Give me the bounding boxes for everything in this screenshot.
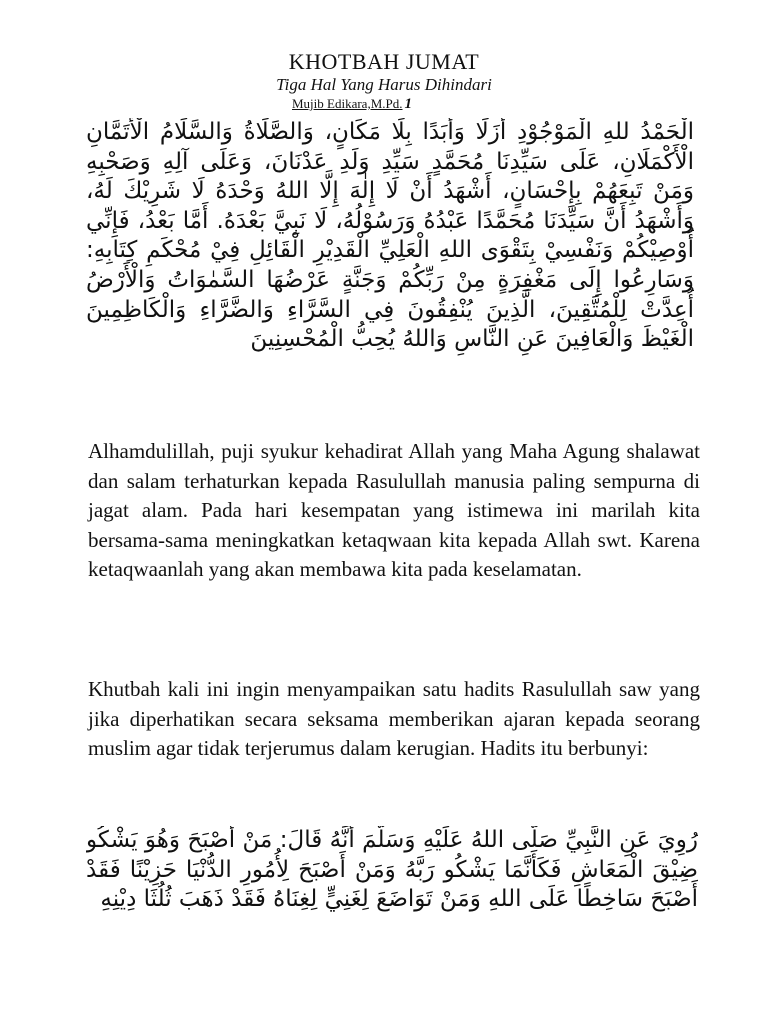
arabic-opening-text: الْحَمْدُ للهِ الْمَوْجُوْدِ أَزَلًا وَأَبَدًا بِلَا مَكَانٍ، وَالصَّلَاةُ وَالسَّلَامُ الْأَتَمَّانِ الْأَكْمَلَانِ، عَلَى سَيِّدِنَا مُحَمَّدٍ سَيِّدِ وَلَدِ عَدْنَانَ، وَعَلَى آلِهِ وَصَحْبِهِ وَمَنْ تَبِعَهُمْ بِإِحْسَانٍ، أَشْهَدُ أَنْ لَا إِلٰهَ إِلَّا اللهُ وَحْدَهُ لَا شَرِيْكَ لَهُ، وَأَشْهَدُ أَنَّ سَيِّدَنَا مُحَمَّدًا عَبْدُهُ وَرَسُوْلُهُ، لَا نَبِيَّ بَعْدَهُ. أَمَّا بَعْدُ، فَإِنِّي أُوْصِيْكُمْ وَنَفْسِيْ بِتَقْوَى اللهِ الْعَلِيِّ الْقَدِيْرِ الْقَائِلِ فِيْ مُحْكَمِ كِتَابِهِ: وَسَارِعُوا إِلَى مَغْفِرَةٍ مِنْ رَبِّكُمْ وَجَنَّةٍ عَرْضُهَا السَّمٰوَاتُ وَالْأَرْضُ أُعِدَّتْ لِلْمُتَّقِينَ، الَّذِينَ يُنْفِقُونَ فِي السَّرَّاءِ وَالضَّرَّاءِ وَالْكَاظِمِينَ الْغَيْظَ وَالْعَافِينَ عَنِ النَّاسِ وَاللهُ يُحِبُّ الْمُحْسِنِينَ <box>86 119 694 353</box>
footnote-mark: 1 <box>404 96 412 112</box>
document-title: KHOTBAH JUMAT <box>288 49 480 74</box>
document-subtitle: Tiga Hal Yang Harus Dihindari <box>276 75 492 94</box>
paragraph-hadith-intro: Khutbah kali ini ingin menyampaikan satu hadits Rasulullah saw yang jika diperhatikan secara seksama memberikan ajaran kepada seorang muslim agar tidak terjerumus dalam kerugian. Hadits itu berbunyi: <box>88 677 700 761</box>
paragraph-opening: Alhamdulillah, puji syukur kehadirat Allah yang Maha Agung shalawat dan salam terhaturkan kepada Rasulullah manusia paling sempurna di jagat alam. Pada hari kesempatan yang istimewa ini marilah kita bersama-sama meningkatkan ketaqwaan kita kepada Allah swt. Karena ketaqwaanlah yang akan membawa kita pada keselamatan. <box>88 439 700 582</box>
author-name: Mujib Edikara,M.Pd. <box>292 96 403 111</box>
author-line <box>292 95 412 113</box>
arabic-hadith-text: رُوِيَ عَنِ النَّبِيِّ صَلَّى اللهُ عَلَيْهِ وَسَلَّمَ أَنَّهُ قَالَ: مَنْ أَصْبَحَ وَهُوَ يَشْكُو ضِيْقَ الْمَعَاشِ فَكَأَنَّمَا يَشْكُو رَبَّهُ وَمَنْ أَصْبَحَ لِأُمُورِ الدُّنْيَا حَزِيْنًا فَقَدْ أَصْبَحَ سَاخِطًا عَلَى اللهِ وَمَنْ تَوَاضَعَ لِغَنِيٍّ لِغِنَاهُ فَقَدْ ذَهَبَ ثُلُثَا دِيْنِهِ <box>86 827 698 913</box>
